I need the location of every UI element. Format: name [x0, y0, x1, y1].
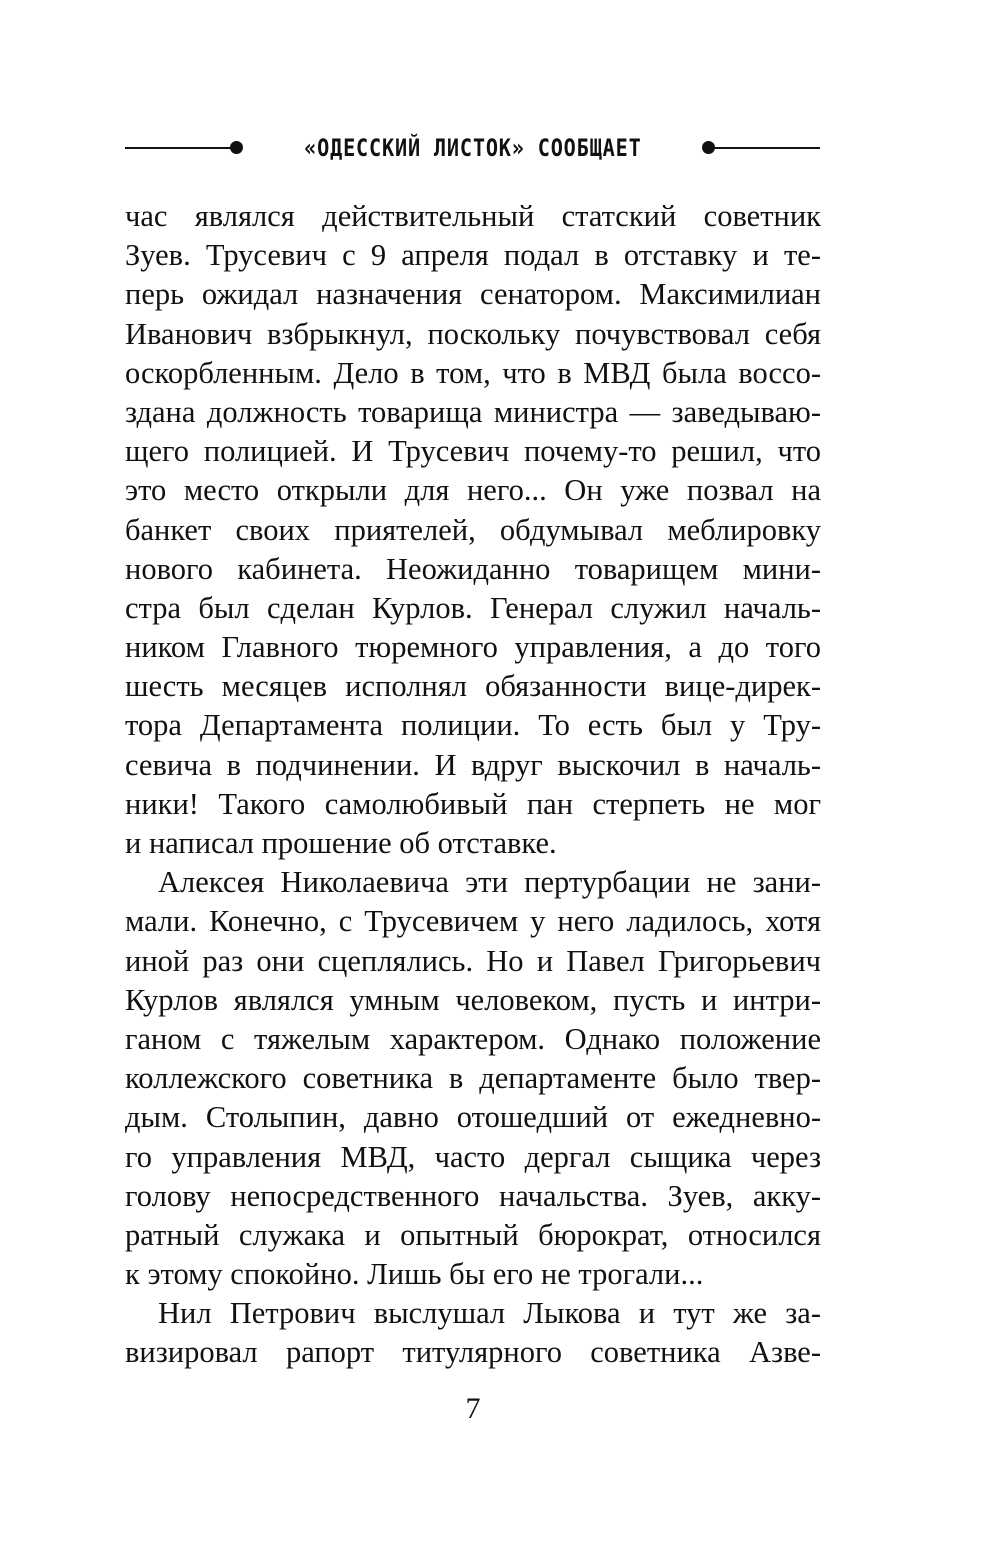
text-line: нового кабинета. Неожиданно товарищем мини-: [125, 551, 821, 586]
header-bullet-left: [230, 141, 243, 154]
text-line: Нил Петрович выслушал Лыкова и тут же за-: [158, 1296, 821, 1331]
text-line: голову непосредственного начальства. Зуев, акку-: [125, 1178, 821, 1213]
text-line: Иванович взбрыкнул, поскольку почувствовал себя: [125, 316, 821, 351]
text-line: банкет своих приятелей, обдумывал меблировку: [125, 512, 821, 547]
text-line: час являлся действительный статский советник: [125, 199, 821, 233]
text-line: ратный служака и опытный бюрократ, относился: [125, 1217, 821, 1252]
text-line: мали. Конечно, с Трусевичем у него ладилось, хотя: [125, 904, 821, 939]
text-line: Зуев. Трусевич с 9 апреля подал в отставку и те-: [125, 238, 821, 273]
text-line: тора Департамента полиции. То есть был у Тру-: [125, 708, 821, 743]
body-text: [125, 197, 821, 1373]
text-line: коллежского советника в департаменте было твер-: [125, 1061, 821, 1096]
text-line: здана должность товарища министра — заведываю-: [125, 394, 821, 429]
text-line: ником Главного тюремного управления, а до того: [125, 630, 821, 665]
text-line: это место открыли для него... Он уже позвал на: [125, 473, 821, 508]
text-line: Курлов являлся умным человеком, пусть и интри-: [125, 982, 821, 1017]
header-rule-left: [125, 147, 233, 149]
header-rule-right: [712, 147, 820, 149]
text-line: го управления МВД, часто дергал сыщика через: [125, 1139, 821, 1174]
text-line: шесть месяцев исполнял обязанности вице-дирек-: [125, 669, 821, 704]
text-line: стра был сделан Курлов. Генерал служил началь-: [125, 590, 821, 625]
text-line: оскорбленным. Дело в том, что в МВД была воссо-: [125, 355, 821, 390]
text-line: дым. Столыпин, давно отошедший от ежедневно-: [125, 1100, 821, 1135]
text-line: севича в подчинении. И вдруг выскочил в началь-: [125, 747, 821, 782]
text-line: и написал прошение об отставке.: [125, 826, 557, 860]
running-header: [125, 128, 820, 168]
text-line: ганом с тяжелым характером. Однако положение: [125, 1021, 821, 1056]
running-head-title: «ОДЕССКИЙ ЛИСТОК» СООБЩАЕТ: [303, 134, 642, 162]
text-line: к этому спокойно. Лишь бы его не трогали...: [125, 1257, 704, 1292]
text-line: визировал рапорт титулярного советника Азве-: [125, 1335, 821, 1370]
page-number: 7: [465, 1392, 481, 1425]
text-line: щего полицией. И Трусевич почему-то решил, что: [125, 434, 821, 469]
text-line: Алексея Николаевича эти пертурбации не зани-: [158, 865, 821, 900]
text-line: ники! Такого самолюбивый пан стерпеть не мог: [125, 786, 821, 821]
text-line: перь ожидал назначения сенатором. Максимилиан: [125, 277, 821, 312]
text-line: иной раз они сцеплялись. Но и Павел Григорьевич: [125, 943, 821, 978]
